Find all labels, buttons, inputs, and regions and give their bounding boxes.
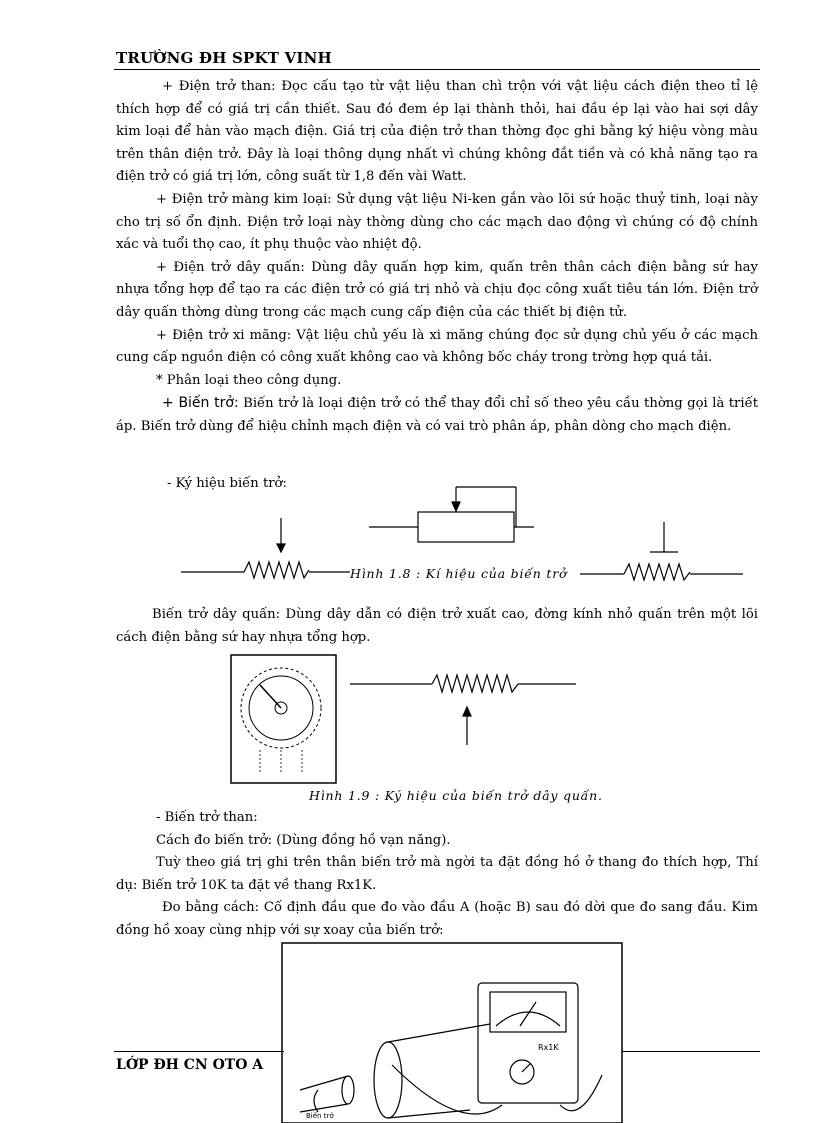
paragraph-cement: + Điện trở xi măng: Vật liệu chủ yếu là xi măng chúng đọc sử dụng chủ yếu ở các mạch cung cấp nguồn điện có công xuất không cao và không bốc cháy trong trờng hợp quá tải. bbox=[116, 327, 758, 366]
rheostat-symbol-right bbox=[580, 522, 743, 580]
carbon-rheostat-line: - Biến trở than: bbox=[156, 810, 258, 825]
paragraph-wirewound-rheostat: Biến trở dây quấn: Dùng dây dẫn có điện trở xuất cao, đờng kính nhỏ quấn trên một lõi cách điện bằng sứ hay nhựa tổng hợp. bbox=[116, 607, 758, 645]
measure-range-line: Tuỳ theo giá trị ghi trên thân biến trở mà ngời ta đặt đồng hồ ở thang đo thích hợp, Thí dụ: Biến trở 10K ta đặt về thang Rx1K. bbox=[116, 855, 758, 893]
paragraph-classification: * Phân loại theo công dụng. bbox=[156, 372, 342, 388]
meter-range-label: Rx1K bbox=[538, 1043, 559, 1052]
paragraph-wirewound: + Điện trở dây quấn: Dùng dây quấn hợp kim, quấn trên thân cách điện bằng sứ hay nhựa tổng hợp để tạo ra các điện trở có giá trị nhỏ và chịu đọc công xuất tiêu tán lớn. Điện trở dây quấn thờng dùng trong các mạch cung cấp điện của các thiết bị điện tử. bbox=[116, 259, 758, 320]
bien-tro-usage: Biến trở dùng để hiệu chỉnh mạch điện và có vai trò phân áp, phân dòng cho mạch điện. bbox=[140, 418, 732, 434]
bien-tro-label: + Biến trở: bbox=[162, 395, 239, 412]
wirewound-symbol bbox=[350, 675, 576, 745]
figure-1-9-caption: Hình 1.9 : Ký hiệu của biến trở dây quấn. bbox=[309, 788, 603, 803]
measurement-figure bbox=[0, 940, 816, 1123]
measure-steps-line: Đo bằng cách: Cố định đầu que đo vào đầu A (hoặc B) sau đó dời que đo sang đầu. Kim đồng hồ xoay cùng nhịp với sự xoay của biến trở: bbox=[116, 900, 758, 938]
text-block-2 bbox=[116, 604, 758, 649]
pot-label: Biến trở bbox=[306, 1112, 334, 1120]
bien-tro-text: Biến trở là loại điện trở có thể thay đổi chỉ số theo yêu cầu thờng gọi là triết áp. bbox=[116, 396, 758, 434]
page-header: TRƯỜNG ĐH SPKT VINH bbox=[116, 49, 332, 67]
footer-rule-left bbox=[114, 1051, 284, 1052]
wirewound-photo bbox=[231, 655, 336, 783]
rheostat-symbol-left bbox=[181, 518, 350, 578]
paragraph-carbon-resistor: + Điện trở than: Đọc cấu tạo từ vật liệu than chì trộn với vật liệu cách điện theo tỉ lệ thích hợp để có giá trị cần thiết. Sau đó đem ép lại thành thỏi, hai đầu ép lại vào hai sợi dây kim loại để hàn vào mạch điện. Giá trị của điện trở than thờng đọc ghi bằng ký hiệu vòng màu trên thân điện trở. Đây là loại thông dụng nhất vì chúng không đắt tiền và có khả năng tạo ra điện trở có giá trị lớn, công suất từ 1,8 đến vài Watt. bbox=[116, 79, 758, 185]
measure-method-line: Cách đo biến trở: (Dùng đồng hồ vạn năng). bbox=[156, 832, 451, 848]
paragraph-variable-resistor bbox=[116, 392, 758, 438]
header-rule bbox=[114, 69, 760, 70]
potentiometer-symbol bbox=[369, 487, 534, 542]
text-block-3 bbox=[116, 807, 758, 943]
figure-1-9 bbox=[0, 650, 816, 785]
paragraph-metal-film: + Điện trở màng kim loại: Sử dụng vật liệu Ni-ken gắn vào lõi sứ hoặc thuỷ tinh, loại này cho trị số ổn định. Điện trở loại này thờng dùng cho các mạch dao động vì chúng có độ chính xác và tuổi thọ cao, ít phụ thuộc vào nhiệt độ. bbox=[116, 191, 758, 253]
page-footer: LỚP ĐH CN OTO A bbox=[116, 1057, 264, 1073]
figure-1-8-caption: Hình 1.8 : Kí hiệu của biến trở bbox=[350, 566, 568, 581]
footer-rule-right bbox=[622, 1051, 760, 1052]
text-block-1 bbox=[116, 76, 758, 439]
symbol-label: - Ký hiệu biến trở: bbox=[167, 476, 287, 491]
